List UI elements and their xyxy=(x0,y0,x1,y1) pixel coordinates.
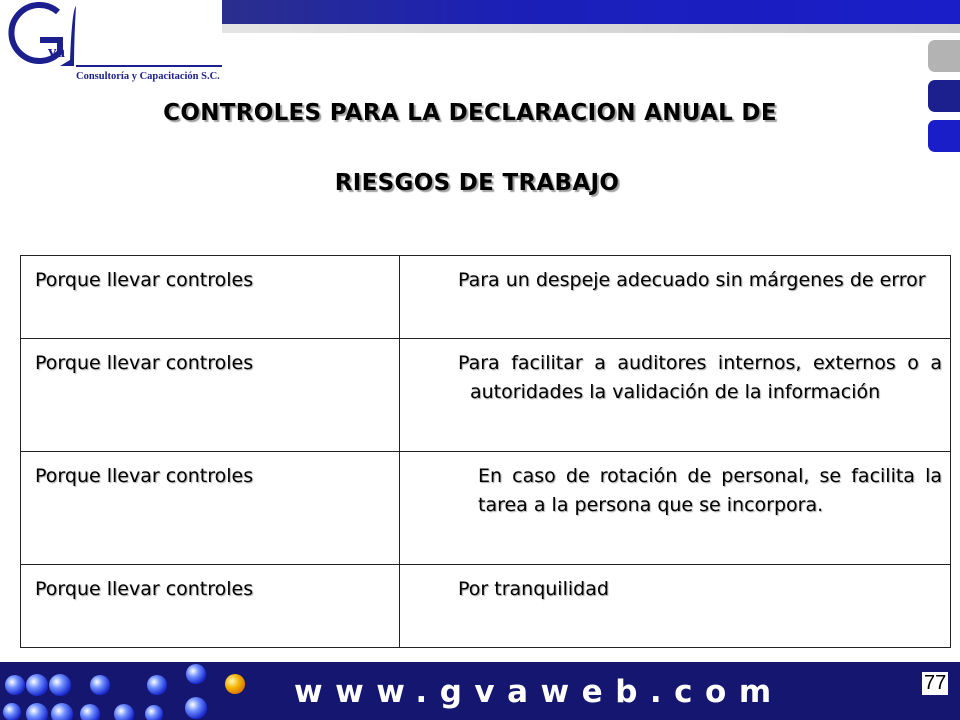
logo-tagline: Consultoría y Capacitación S.C. xyxy=(76,71,220,82)
top-decorative-bar-gray xyxy=(222,24,960,33)
top-decorative-bar xyxy=(222,0,960,24)
table-row xyxy=(21,256,951,339)
page-number: 77 xyxy=(924,672,947,694)
answer-cell: Por tranquilidad xyxy=(400,565,951,648)
question-cell: Porque llevar controles xyxy=(21,256,400,339)
question-cell: Porque llevar controles xyxy=(21,565,400,648)
question-cell: Porque llevar controles xyxy=(21,452,400,565)
decorative-dots xyxy=(0,662,250,720)
table-row xyxy=(21,339,951,452)
page-title-line-1: CONTROLES PARA LA DECLARACION ANUAL DE xyxy=(163,100,777,126)
table-row xyxy=(21,452,951,565)
controls-table xyxy=(20,255,951,648)
website-url: www.gvaweb.com xyxy=(294,674,784,710)
answer-cell: Para un despeje adecuado sin márgenes de error xyxy=(400,256,951,339)
side-square-gray xyxy=(928,40,960,72)
table-row xyxy=(21,565,951,648)
svg-text:va: va xyxy=(48,42,65,61)
page-title-line-2: RIESGOS DE TRABAJO xyxy=(334,170,620,196)
answer-cell: En caso de rotación de personal, se facilita la tarea a la persona que se incorpora. xyxy=(400,452,951,565)
question-cell: Porque llevar controles xyxy=(21,339,400,452)
answer-cell: Para facilitar a auditores internos, externos o a autoridades la validación de la información xyxy=(400,339,951,452)
